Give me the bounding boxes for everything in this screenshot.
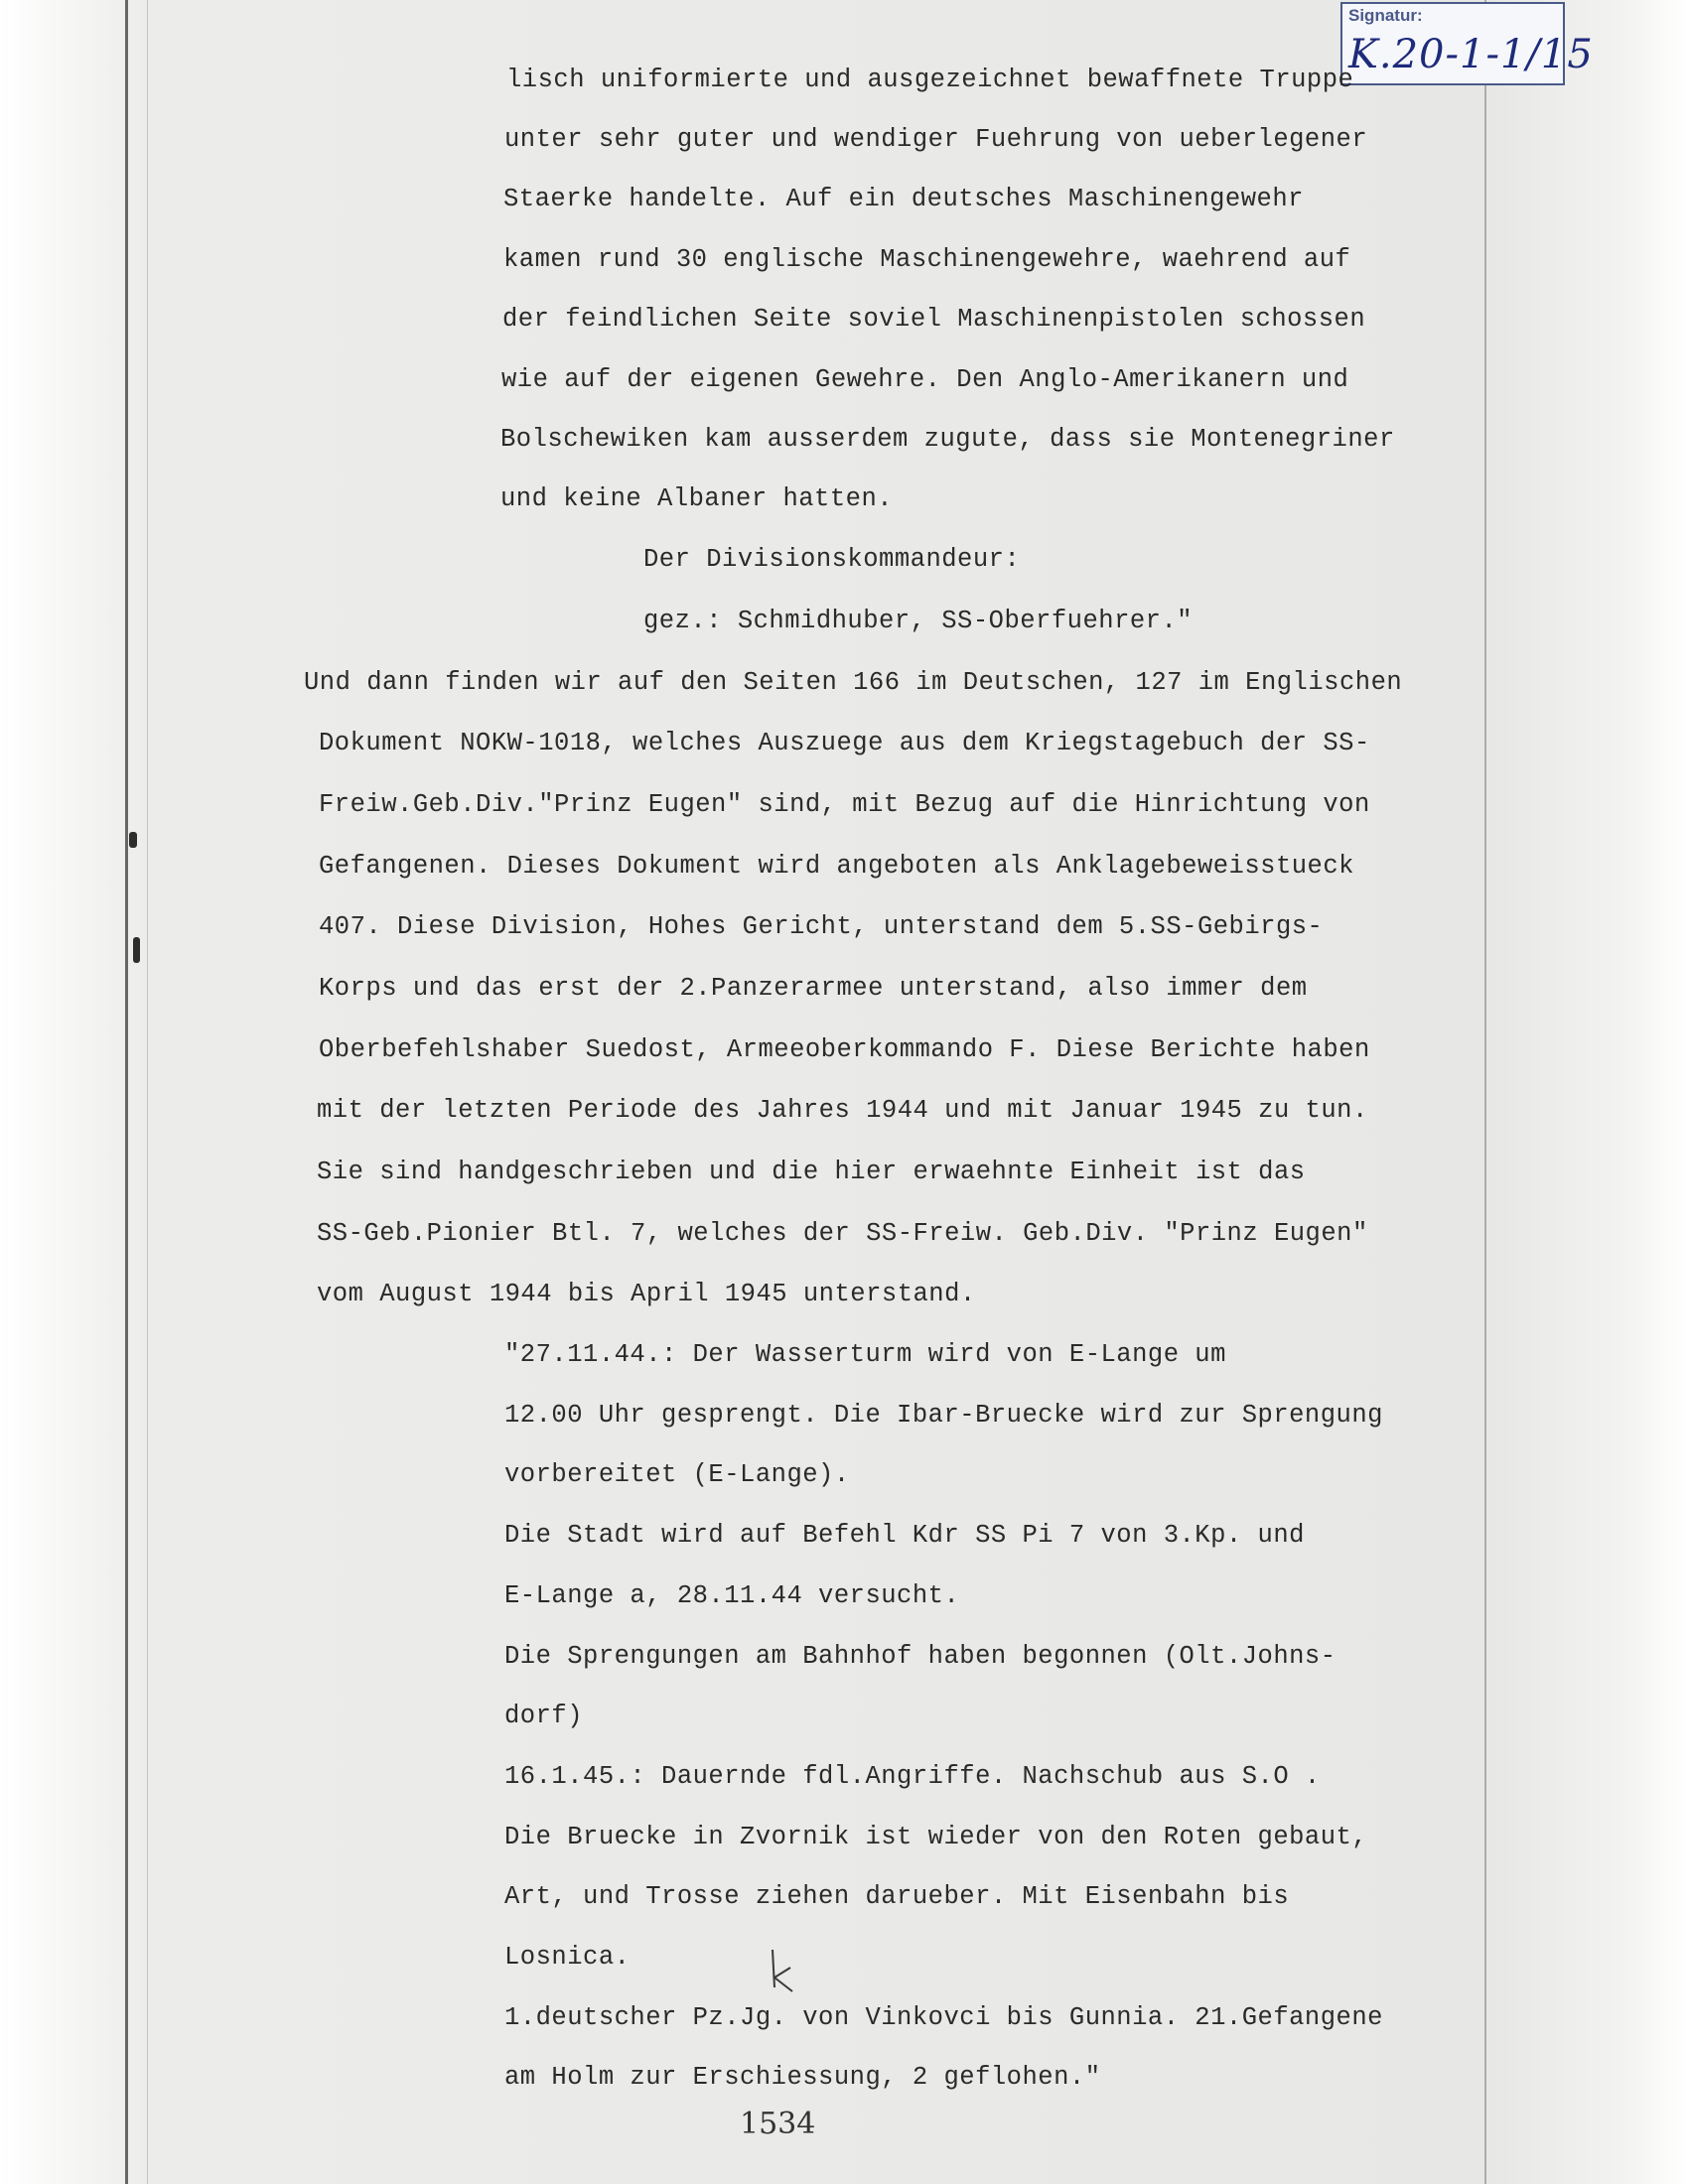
text-line: 1.deutscher Pz.Jg. von Vinkovci bis Gunnia. 21.Gefangene [504, 2003, 1383, 2032]
text-line: Art, und Trosse ziehen darueber. Mit Eisenbahn bis [504, 1882, 1290, 1911]
text-line: Korps und das erst der 2.Panzerarmee unterstand, also immer dem [319, 974, 1308, 1003]
text-line: 12.00 Uhr gesprengt. Die Ibar-Bruecke wird zur Sprengung [504, 1401, 1383, 1430]
text-line: und keine Albaner hatten. [500, 484, 894, 513]
text-line: vom August 1944 bis April 1945 unterstand. [317, 1280, 976, 1308]
signature-label: Signatur: [1348, 6, 1423, 25]
punch-mark [133, 937, 140, 963]
text-line: Sie sind handgeschrieben und die hier erwaehnte Einheit ist das [317, 1158, 1306, 1186]
binding-shadow [147, 0, 148, 2184]
text-line: mit der letzten Periode des Jahres 1944 und mit Januar 1945 zu tun. [317, 1096, 1368, 1125]
text-line: Oberbefehlshaber Suedost, Armeeoberkommando F. Diese Berichte haben [319, 1035, 1370, 1064]
text-line: 16.1.45.: Dauernde fdl.Angriffe. Nachschub aus S.O . [504, 1762, 1321, 1791]
text-line: 407. Diese Division, Hohes Gericht, unterstand dem 5.SS-Gebirgs- [319, 912, 1324, 941]
text-line: Gefangenen. Dieses Dokument wird angeboten als Anklagebeweisstueck [319, 852, 1354, 881]
page-edge [1484, 0, 1486, 2184]
text-line: Losnica. [504, 1943, 631, 1972]
text-line: "27.11.44.: Der Wasserturm wird von E-Lange um [504, 1340, 1226, 1369]
text-line: unter sehr guter und wendiger Fuehrung von ueberlegener [504, 125, 1368, 154]
text-line: Die Sprengungen am Bahnhof haben begonnen (Olt.Johns- [504, 1642, 1336, 1671]
text-line: Staerke handelte. Auf ein deutsches Maschinengewehr [503, 185, 1304, 213]
text-line: der feindlichen Seite soviel Maschinenpistolen schossen [502, 305, 1366, 334]
text-line: kamen rund 30 englische Maschinengewehre, waehrend auf [503, 245, 1351, 274]
text-line: vorbereitet (E-Lange). [504, 1460, 850, 1489]
text-line: Freiw.Geb.Div."Prinz Eugen" sind, mit Bezug auf die Hinrichtung von [319, 790, 1370, 819]
text-line: gez.: Schmidhuber, SS-Oberfuehrer." [643, 607, 1194, 635]
text-line: Die Bruecke in Zvornik ist wieder von den Roten gebaut, [504, 1823, 1368, 1851]
handwritten-mark [767, 1948, 796, 1995]
text-line: Bolschewiken kam ausserdem zugute, dass sie Montenegriner [500, 425, 1395, 454]
signature-stamp [1340, 2, 1594, 85]
text-line: E-Lange a, 28.11.44 versucht. [504, 1581, 960, 1610]
text-line: lisch uniformierte und ausgezeichnet bewaffnete Truppe [506, 66, 1354, 94]
text-line: Dokument NOKW-1018, welches Auszuege aus dem Kriegstagebuch der SS- [319, 729, 1370, 757]
signature-value: K.20-1-1/15 [1348, 32, 1594, 77]
punch-mark [129, 832, 137, 848]
text-line: dorf) [504, 1702, 584, 1730]
text-line: Die Stadt wird auf Befehl Kdr SS Pi 7 von 3.Kp. und [504, 1521, 1305, 1550]
text-line: Der Divisionskommandeur: [643, 545, 1021, 574]
text-line: am Holm zur Erschiessung, 2 geflohen." [504, 2063, 1101, 2092]
text-line: wie auf der eigenen Gewehre. Den Anglo-Amerikanern und [501, 365, 1349, 394]
text-line: Und dann finden wir auf den Seiten 166 im Deutschen, 127 im Englischen [304, 668, 1403, 697]
binding-edge [125, 0, 128, 2184]
page-number: 1534 [740, 2107, 816, 2141]
text-line: SS-Geb.Pionier Btl. 7, welches der SS-Freiw. Geb.Div. "Prinz Eugen" [317, 1219, 1368, 1248]
